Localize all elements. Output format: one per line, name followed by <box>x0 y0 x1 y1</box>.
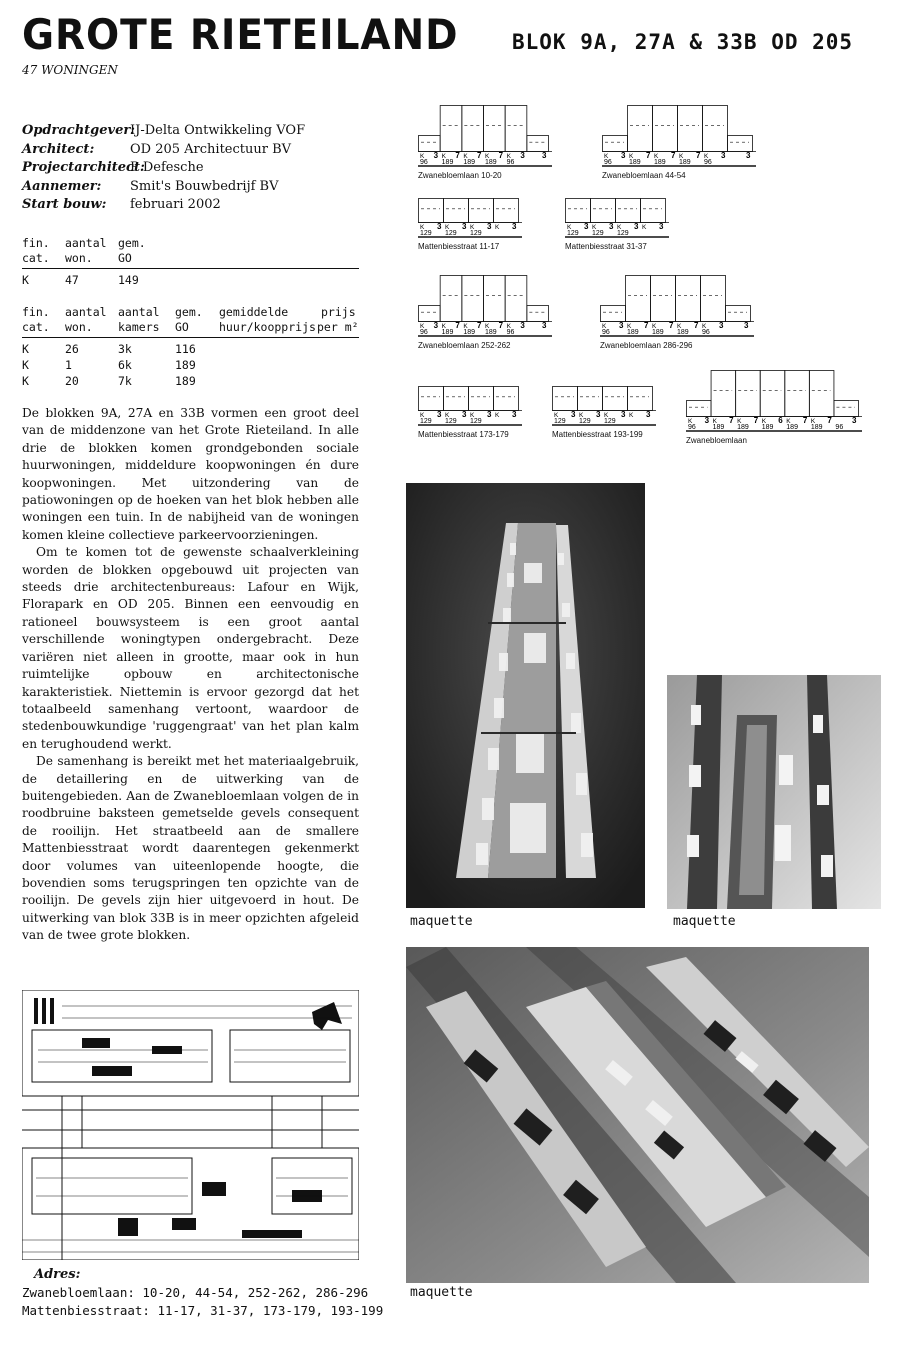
elevation-unit <box>641 199 666 223</box>
unit-category: K <box>420 224 425 231</box>
elevation-svg <box>552 384 656 426</box>
unit-rooms: 3 <box>437 222 442 231</box>
maquette-photo-perspective <box>406 947 869 1283</box>
table-cell: 26 <box>65 342 79 356</box>
unit-rooms: 7 <box>753 416 759 425</box>
unit-floor-area: 96 <box>688 424 696 431</box>
table-cell <box>219 338 317 358</box>
body-paragraph: Om te komen tot de gewenste schaalverkleining worden de blokken opgebouwd uit projecten van steeds drie architectenbureaus: Lafour en Wijk, Florapark en OD 205. Binnen een eenvoudig en rationeel bouwsysteem is een groot aantal verschillende woningtypen ondergebracht. Deze variëren niet alleen in grootte, maar ook in hun ruimtelijke opbouw en architectonische karakteristiek. Niettemin is ervoor gezorgd dat het totaalbeeld samenhang vertoont, waardoor de stedenbouwkundige 'ruggengraat' van het plan kalm en terughoudend werkt. <box>22 545 359 751</box>
elevation-unit <box>701 276 726 322</box>
elevation-unit <box>419 199 444 223</box>
col-header: gem. <box>118 236 146 250</box>
summary-table <box>22 236 359 288</box>
credit-label: Architect: <box>22 141 95 157</box>
unit-floor-area: 189 <box>712 424 725 431</box>
elevation-svg <box>686 368 862 432</box>
unit-rooms: 3 <box>609 222 614 231</box>
col-header: kamers <box>118 320 175 338</box>
unit-category: K <box>579 412 584 419</box>
table-row <box>22 373 359 389</box>
unit-floor-area: 189 <box>737 424 749 431</box>
elevation-drawing <box>418 103 552 180</box>
unit-rooms: 7 <box>646 151 651 160</box>
elevation-drawing <box>600 273 754 350</box>
site-plan-map <box>22 990 359 1260</box>
unit-category: K <box>495 224 500 231</box>
unit-floor-area: 129 <box>470 230 482 237</box>
unit-floor-area: 189 <box>810 424 823 431</box>
unit-rooms: 3 <box>512 222 517 231</box>
table-row <box>22 269 359 289</box>
unit-category: K <box>679 153 684 160</box>
elevation-drawing <box>602 103 756 180</box>
elevation-svg <box>565 196 669 238</box>
elevation-unit <box>484 106 506 152</box>
unit-rooms: 7 <box>671 151 676 160</box>
elevation-unit <box>419 136 441 152</box>
elevation-unit <box>444 387 469 411</box>
table-cell: K <box>22 374 29 388</box>
elevation-unit <box>566 199 591 223</box>
unit-floor-area: 96 <box>420 159 428 166</box>
unit-rooms: 3 <box>634 222 639 231</box>
unit-floor-area: 96 <box>704 159 712 166</box>
elevation-drawing <box>418 384 522 439</box>
unit-rooms: 7 <box>694 321 699 330</box>
elevation-label: Mattenbiesstraat 173-179 <box>418 430 509 439</box>
col-header: huur/koopprijs <box>219 320 317 338</box>
unit-category: K <box>441 153 447 160</box>
unit-floor-area: 129 <box>579 418 591 425</box>
col-header: per m² <box>317 320 359 338</box>
unit-rooms: 7 <box>455 321 460 330</box>
unit-category: K <box>485 153 490 160</box>
elevation-unit <box>419 306 441 322</box>
unit-category: K <box>702 323 707 330</box>
unit-rooms: 3 <box>721 151 726 160</box>
elevation-svg <box>418 384 522 426</box>
unit-rooms: 3 <box>462 410 467 419</box>
table-cell <box>317 338 359 358</box>
unit-rooms: 7 <box>827 416 832 425</box>
table-cell: 47 <box>65 273 79 287</box>
unit-category: K <box>688 418 693 425</box>
table-cell: 20 <box>65 374 79 388</box>
unit-rooms: 6 <box>778 416 783 425</box>
elevation-unit <box>726 306 751 322</box>
elevation-unit <box>676 276 701 322</box>
unit-category: K <box>810 418 816 425</box>
elevation-svg <box>602 103 756 167</box>
unit-floor-area: 189 <box>652 329 664 336</box>
unit-category: K <box>470 412 475 419</box>
elevation-unit <box>444 199 469 223</box>
unit-rooms: 3 <box>487 222 492 231</box>
table-cell <box>317 373 359 389</box>
elevation-svg <box>418 196 522 238</box>
elevation-unit <box>653 106 678 152</box>
table-cell: K <box>22 342 29 356</box>
unit-floor-area: 129 <box>420 230 432 237</box>
unit-rooms: 3 <box>621 410 626 419</box>
unit-floor-area: 129 <box>470 418 482 425</box>
elevation-unit <box>494 387 519 411</box>
maquette-photo-overview <box>406 483 645 908</box>
page-title: GROTE RIETEILAND <box>22 10 459 59</box>
unit-rooms: 7 <box>498 321 504 330</box>
page-subtitle: BLOK 9A, 27A & 33B OD 205 <box>512 30 854 54</box>
unit-rooms: 7 <box>802 416 808 425</box>
unit-category: K <box>604 153 609 160</box>
col-header: aantal <box>65 236 107 250</box>
unit-floor-area: 129 <box>420 418 432 425</box>
elevation-unit <box>687 401 712 417</box>
elevation-drawing <box>565 196 669 251</box>
unit-category: K <box>441 323 447 330</box>
elevation-svg <box>418 273 552 337</box>
elevation-unit <box>527 306 549 322</box>
unit-rooms: 3 <box>512 410 517 419</box>
elevation-unit <box>711 371 736 417</box>
unit-floor-area: 189 <box>679 159 691 166</box>
unit-floor-area: 189 <box>786 424 798 431</box>
unit-rooms: 7 <box>729 416 734 425</box>
credit-value: Smit's Bouwbedrijf BV <box>130 178 279 194</box>
credit-value: P Defesche <box>130 160 204 175</box>
col-header: fin. <box>22 305 50 319</box>
unit-floor-area: 96 <box>506 159 515 166</box>
unit-rooms: 3 <box>542 321 547 330</box>
elevation-drawing <box>686 368 862 445</box>
elevation-unit <box>736 371 761 417</box>
table-cell: 116 <box>175 342 196 356</box>
unit-rooms: 7 <box>696 151 701 160</box>
elevation-label: Zwanebloemlaan <box>686 436 747 445</box>
unit-category: K <box>629 412 634 419</box>
unit-category: K <box>604 412 609 419</box>
elevation-label: Mattenbiesstraat 31-37 <box>565 242 647 251</box>
unit-rooms: 3 <box>746 151 751 160</box>
credit-label: Start bouw: <box>22 197 107 212</box>
body-text <box>22 405 359 945</box>
unit-category: K <box>554 412 559 419</box>
table-cell: 189 <box>175 374 196 388</box>
table-cell <box>219 373 317 389</box>
unit-category: K <box>506 153 512 160</box>
unit-floor-area: 96 <box>506 329 515 336</box>
credit-row-start <box>22 196 305 215</box>
unit-category: K <box>617 224 622 231</box>
unit-rooms: 3 <box>646 410 651 419</box>
unit-floor-area: 96 <box>604 159 612 166</box>
unit-rooms: 3 <box>596 410 601 419</box>
credit-row-client <box>22 122 305 141</box>
unit-rooms: 3 <box>659 222 664 231</box>
unit-floor-area: 129 <box>617 230 629 237</box>
elevation-svg <box>418 103 552 167</box>
unit-category: K <box>712 418 717 425</box>
elevation-unit <box>603 387 628 411</box>
col-header: won. <box>65 320 118 338</box>
unit-category: K <box>627 323 632 330</box>
unit-category: K <box>463 153 468 160</box>
unit-rooms: 3 <box>437 410 442 419</box>
elevation-unit <box>484 276 506 322</box>
unit-floor-area: 129 <box>445 230 457 237</box>
unit-rooms: 3 <box>520 151 525 160</box>
unit-floor-area: 189 <box>761 424 774 431</box>
credit-label: Projectarchitect: <box>22 160 145 175</box>
unit-rooms: 3 <box>571 410 576 419</box>
address-block <box>22 1266 383 1320</box>
col-header: GO <box>118 251 359 269</box>
elevation-unit <box>809 371 834 417</box>
elevation-unit <box>527 136 549 152</box>
unit-floor-area: 189 <box>654 159 666 166</box>
table-cell: 7k <box>118 374 132 388</box>
table-cell: K <box>22 358 29 372</box>
unit-category: K <box>485 323 490 330</box>
elevation-unit <box>469 387 494 411</box>
credit-value: OD 205 Architectuur BV <box>130 141 292 157</box>
elevation-unit <box>419 387 444 411</box>
elevation-drawing <box>418 273 552 350</box>
unit-floor-area: 96 <box>420 329 428 336</box>
unit-floor-area: 189 <box>629 159 641 166</box>
unit-category: K <box>592 224 597 231</box>
elevation-unit <box>834 401 859 417</box>
unit-floor-area: 129 <box>554 418 566 425</box>
elevation-unit <box>462 276 484 322</box>
unit-floor-area: 189 <box>677 329 689 336</box>
unit-category: K <box>495 412 500 419</box>
elevation-label: Zwanebloemlaan 286-296 <box>600 341 693 350</box>
unit-rooms: 3 <box>621 151 626 160</box>
unit-floor-area: 129 <box>445 418 457 425</box>
unit-category: K <box>445 224 450 231</box>
table-cell: 1 <box>65 358 72 372</box>
elevation-label: Mattenbiesstraat 11-17 <box>418 242 500 251</box>
col-header: GO <box>175 320 219 338</box>
credit-value: IJ-Delta Ontwikkeling VOF <box>130 123 306 138</box>
unit-rooms: 3 <box>433 151 439 160</box>
credit-row-architect <box>22 141 305 160</box>
table-cell: 189 <box>175 358 196 372</box>
elevation-unit <box>462 106 484 152</box>
photo-caption: maquette <box>410 1285 473 1300</box>
elevation-label: Zwanebloemlaan 44-54 <box>602 171 686 180</box>
col-header: won. <box>65 251 118 269</box>
unit-floor-area: 96 <box>702 329 710 336</box>
elevation-unit <box>678 106 703 152</box>
elevation-unit <box>578 387 603 411</box>
body-paragraph: De blokken 9A, 27A en 33B vormen een groot deel van de middenzone van het Grote Rieteiland. In alle drie de blokken komen grondgebonden sociale huurwoningen, middeldure koopwoningen én dure koopwoningen. Met uitzondering van de patiowoningen op de hoeken van het blok hebben alle woningen een tuin. In de nabijheid van de woningen komen kleine collectieve parkeervoorzieningen. <box>22 406 359 542</box>
elevation-unit <box>494 199 519 223</box>
unit-rooms: 3 <box>619 321 624 330</box>
unit-rooms: 3 <box>433 321 439 330</box>
maquette-photo-detail <box>667 675 881 909</box>
unit-rooms: 7 <box>477 321 482 330</box>
address-line: Zwanebloemlaan: 10-20, 44-54, 252-262, 286-296 <box>22 1285 369 1300</box>
unit-category: K <box>704 153 709 160</box>
unit-category: K <box>420 412 425 419</box>
unit-floor-area: 189 <box>485 329 497 336</box>
unit-floor-area: 189 <box>441 159 454 166</box>
elevation-unit <box>505 276 527 322</box>
unit-floor-area: 189 <box>485 159 497 166</box>
elevation-unit <box>505 106 527 152</box>
unit-rooms: 7 <box>644 321 649 330</box>
unit-rooms: 3 <box>462 222 467 231</box>
unit-floor-area: 129 <box>604 418 616 425</box>
elevation-unit <box>703 106 728 152</box>
elevation-unit <box>553 387 578 411</box>
unit-category: K <box>761 418 767 425</box>
elevation-unit <box>440 106 462 152</box>
unit-floor-area: 129 <box>592 230 604 237</box>
elevation-unit <box>601 306 626 322</box>
unit-category: K <box>463 323 468 330</box>
table-cell: 6k <box>118 358 132 372</box>
credit-row-project-architect <box>22 159 305 178</box>
unit-category: K <box>652 323 657 330</box>
unit-category: K <box>629 153 634 160</box>
elevation-unit <box>591 199 616 223</box>
col-header: fin. <box>22 236 50 250</box>
table-row <box>22 338 359 358</box>
unit-rooms: 3 <box>852 416 857 425</box>
elevation-drawing <box>552 384 656 439</box>
unit-category: K <box>506 323 512 330</box>
elevation-unit <box>626 276 651 322</box>
unit-rooms: 3 <box>520 321 525 330</box>
unit-category: K <box>470 224 475 231</box>
unit-category: K <box>642 224 647 231</box>
unit-floor-area: 189 <box>441 329 454 336</box>
unit-category: K <box>786 418 791 425</box>
elevation-unit <box>603 136 628 152</box>
elevation-drawing <box>418 196 522 251</box>
unit-rooms: 7 <box>477 151 482 160</box>
elevation-unit <box>651 276 676 322</box>
table-cell: 149 <box>118 273 139 287</box>
unit-category: K <box>654 153 659 160</box>
elevation-svg <box>600 273 754 337</box>
elevation-unit <box>728 136 753 152</box>
unit-floor-area: 189 <box>463 329 476 336</box>
col-header: prijs <box>321 305 356 319</box>
unit-category: K <box>420 323 425 330</box>
photo-caption: maquette <box>673 914 736 929</box>
unit-rooms: 7 <box>669 321 674 330</box>
unit-rooms: 3 <box>584 222 589 231</box>
col-header: aantal <box>65 305 107 319</box>
body-paragraph: De samenhang is bereikt met het materiaalgebruik, de detaillering en de uitwerking van de buitengebieden. Aan de Zwanebloemlaan volgen de in roodbruine baksteen gemetselde gevels consequent de rooilijn. Het straatbeeld aan de smallere Mattenbiesstraat wordt daarentegen gekenmerkt door volumes van uiteenlopende hoogte, die bovendien soms terugspringen ten opzichte van de rooilijn. De gevels zijn hier uitgevoerd in hout. De uitwerking van blok 33B is in meer opzichten afgeleid van de twee grote blokken. <box>22 754 359 943</box>
unit-rooms: 3 <box>542 151 547 160</box>
credit-value: februari 2002 <box>130 197 221 212</box>
table-row <box>22 357 359 373</box>
unit-category: K <box>737 418 742 425</box>
elevation-unit <box>440 276 462 322</box>
elevation-unit <box>628 106 653 152</box>
elevation-label: Zwanebloemlaan 252-262 <box>418 341 511 350</box>
unit-rooms: 3 <box>719 321 724 330</box>
unit-rooms: 3 <box>704 416 710 425</box>
unit-category: K <box>420 153 425 160</box>
elevation-label: Mattenbiesstraat 193-199 <box>552 430 643 439</box>
unit-floor-area: 189 <box>627 329 639 336</box>
unit-category: K <box>677 323 682 330</box>
table-cell: K <box>22 273 29 287</box>
elevation-unit <box>616 199 641 223</box>
col-header: aantal <box>118 305 160 319</box>
unit-floor-area: 96 <box>602 329 610 336</box>
detail-table <box>22 305 359 389</box>
photo-caption: maquette <box>410 914 473 929</box>
credit-row-contractor <box>22 178 305 197</box>
unit-category: K <box>602 323 607 330</box>
unit-rooms: 3 <box>487 410 492 419</box>
table-cell: 3k <box>118 342 132 356</box>
project-credits <box>22 122 305 215</box>
elevation-label: Zwanebloemlaan 10-20 <box>418 171 502 180</box>
col-header: gemiddelde <box>219 305 289 319</box>
table-cell <box>317 357 359 373</box>
unit-category: K <box>445 412 450 419</box>
unit-rooms: 3 <box>744 321 749 330</box>
unit-category: K <box>567 224 572 231</box>
unit-floor-area: 129 <box>567 230 579 237</box>
unit-rooms: 7 <box>498 151 504 160</box>
elevation-unit <box>628 387 653 411</box>
address-line: Mattenbiesstraat: 11-17, 31-37, 173-179, 193-199 <box>22 1303 384 1318</box>
table-cell <box>219 357 317 373</box>
elevation-unit <box>785 371 810 417</box>
unit-rooms: 7 <box>455 151 460 160</box>
credit-label: Aannemer: <box>22 178 102 194</box>
elevation-unit <box>760 371 785 417</box>
unit-floor-area: 96 <box>835 424 844 431</box>
address-label: Adres: <box>34 1267 81 1282</box>
unit-floor-area: 189 <box>463 159 476 166</box>
col-header: cat. <box>22 251 65 269</box>
col-header: cat. <box>22 320 65 338</box>
credit-label: Opdrachtgever: <box>22 123 135 138</box>
col-header: gem. <box>175 305 203 319</box>
elevation-unit <box>469 199 494 223</box>
housing-units-count: 47 WONINGEN <box>22 63 118 77</box>
